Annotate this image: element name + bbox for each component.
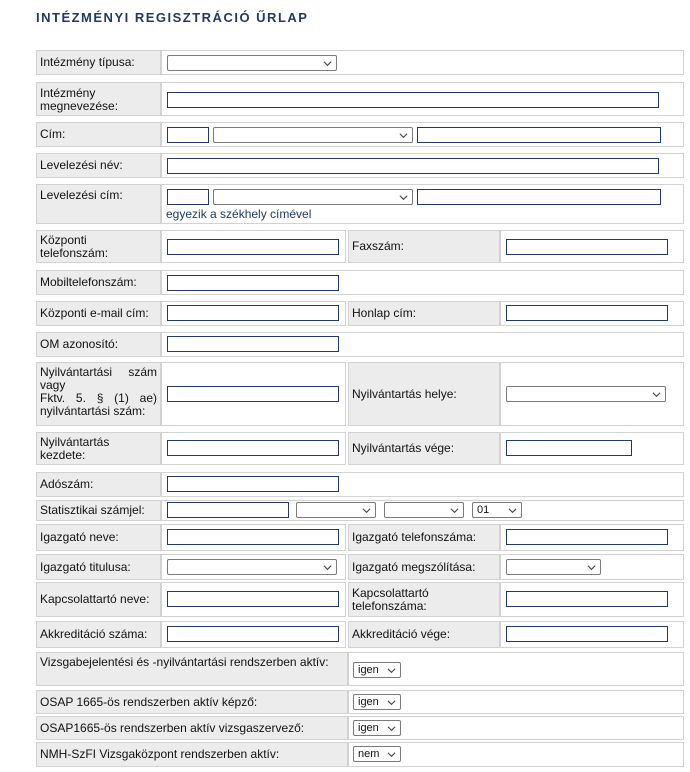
statistical-code-select-2[interactable]	[384, 502, 464, 518]
institution-type-select[interactable]	[167, 55, 337, 71]
select-value: igen	[358, 696, 379, 708]
chevron-down-icon	[399, 193, 408, 202]
same-address-link[interactable]: egyezik a székhely címével	[166, 207, 312, 221]
chevron-down-icon	[387, 698, 396, 707]
label-tax-number: Adószám:	[36, 472, 161, 497]
director-phone-input[interactable]	[506, 529, 668, 545]
mail-name-input[interactable]	[167, 158, 659, 174]
chevron-down-icon	[323, 59, 332, 68]
label-fax: Faxszám:	[348, 230, 500, 263]
chevron-down-icon	[387, 724, 396, 733]
director-name-input[interactable]	[167, 529, 339, 545]
mail-street-input[interactable]	[417, 189, 661, 205]
exam-registration-select[interactable]	[353, 662, 401, 678]
accreditation-end-input[interactable]	[506, 626, 668, 642]
form-title: INTÉZMÉNYI REGISZTRÁCIÓ ŰRLAP	[36, 10, 309, 25]
om-id-input[interactable]	[167, 336, 339, 352]
label-contact-name: Kapcsolattartó neve:	[36, 582, 161, 617]
chevron-down-icon	[508, 506, 517, 515]
chevron-down-icon	[323, 563, 332, 572]
chevron-down-icon	[450, 506, 459, 515]
chevron-down-icon	[387, 750, 396, 759]
osap-trainer-select[interactable]	[353, 694, 401, 710]
select-value: nem	[358, 748, 380, 760]
statistical-code-select-1[interactable]	[296, 502, 376, 518]
label-registration-end: Nyilvántartás vége:	[348, 432, 500, 465]
label-mail-address: Levelezési cím:	[36, 184, 161, 224]
label-institution-type: Intézmény típusa:	[36, 50, 161, 75]
fax-input[interactable]	[506, 239, 668, 255]
label-line: Nyilvántartási szám vagy	[40, 365, 157, 392]
label-accreditation-number: Akkreditáció száma:	[36, 621, 161, 648]
chevron-down-icon	[652, 390, 661, 399]
statistical-code-select-3[interactable]	[472, 502, 522, 518]
select-value: igen	[358, 722, 379, 734]
contact-name-input[interactable]	[167, 591, 339, 607]
mail-zip-input[interactable]	[167, 189, 209, 205]
address-street-input[interactable]	[417, 127, 661, 143]
email-input[interactable]	[167, 305, 339, 321]
label-nmh-szfi: NMH-SzFI Vizsgaközpont rendszerben aktív:	[36, 742, 348, 767]
registration-place-select[interactable]	[506, 386, 666, 402]
statistical-code-input[interactable]	[167, 502, 289, 518]
phone-input[interactable]	[167, 239, 339, 255]
institution-name-input[interactable]	[167, 92, 659, 108]
accreditation-number-input[interactable]	[167, 626, 339, 642]
address-zip-input[interactable]	[167, 127, 209, 143]
label-phone: Központi telefonszám:	[36, 230, 161, 263]
tax-number-input[interactable]	[167, 476, 339, 492]
label-accreditation-end: Akkreditáció vége:	[348, 621, 500, 648]
label-registration-number	[36, 362, 161, 426]
label-osap-trainer: OSAP 1665-ös rendszerben aktív képző:	[36, 690, 348, 714]
label-exam-registration	[36, 652, 348, 686]
chevron-down-icon	[399, 131, 408, 140]
osap-exam-organizer-select[interactable]	[353, 720, 401, 736]
label-website: Honlap cím:	[348, 301, 500, 326]
registration-start-input[interactable]	[167, 440, 339, 456]
director-salutation-select[interactable]	[506, 559, 601, 575]
chevron-down-icon	[362, 506, 371, 515]
label-text: Vizsgabejelentési és -nyilvántartási rendszerben aktív:	[40, 655, 329, 669]
mail-city-select[interactable]	[213, 189, 413, 205]
label-line: nyilvántartási szám:	[40, 404, 146, 418]
select-value: igen	[358, 664, 379, 676]
chevron-down-icon	[387, 666, 396, 675]
contact-phone-input[interactable]	[506, 591, 668, 607]
label-director-phone: Igazgató telefonszáma:	[348, 524, 500, 551]
label-address: Cím:	[36, 122, 161, 147]
label-mail-name: Levelezési név:	[36, 153, 161, 178]
label-email: Központi e-mail cím:	[36, 301, 161, 326]
label-osap-exam-organizer: OSAP1665-ös rendszerben aktív vizsgaszervező:	[36, 716, 348, 740]
label-institution-name: Intézmény megnevezése:	[36, 82, 161, 116]
label-contact-phone: Kapcsolattartó telefonszáma:	[348, 582, 500, 617]
label-director-salutation: Igazgató megszólítása:	[348, 554, 500, 580]
website-input[interactable]	[506, 305, 668, 321]
label-mobile: Mobiltelefonszám:	[36, 270, 161, 295]
label-director-name: Igazgató neve:	[36, 524, 161, 551]
select-value: 01	[477, 504, 490, 516]
label-om-id: OM azonosító:	[36, 332, 161, 357]
address-city-select[interactable]	[213, 127, 413, 143]
registration-number-input[interactable]	[167, 386, 339, 402]
label-registration-place: Nyilvántartás helye:	[348, 362, 500, 426]
label-director-title: Igazgató titulusa:	[36, 554, 161, 580]
mobile-input[interactable]	[167, 275, 339, 291]
label-line: Fktv. 5. § (1) ae)	[40, 391, 157, 405]
label-registration-start: Nyilvántartás kezdete:	[36, 432, 161, 465]
label-statistical-code: Statisztikai számjel:	[36, 500, 161, 521]
chevron-down-icon	[587, 563, 596, 572]
director-title-select[interactable]	[167, 559, 337, 575]
nmh-szfi-select[interactable]	[353, 746, 401, 762]
registration-end-input[interactable]	[506, 440, 632, 456]
